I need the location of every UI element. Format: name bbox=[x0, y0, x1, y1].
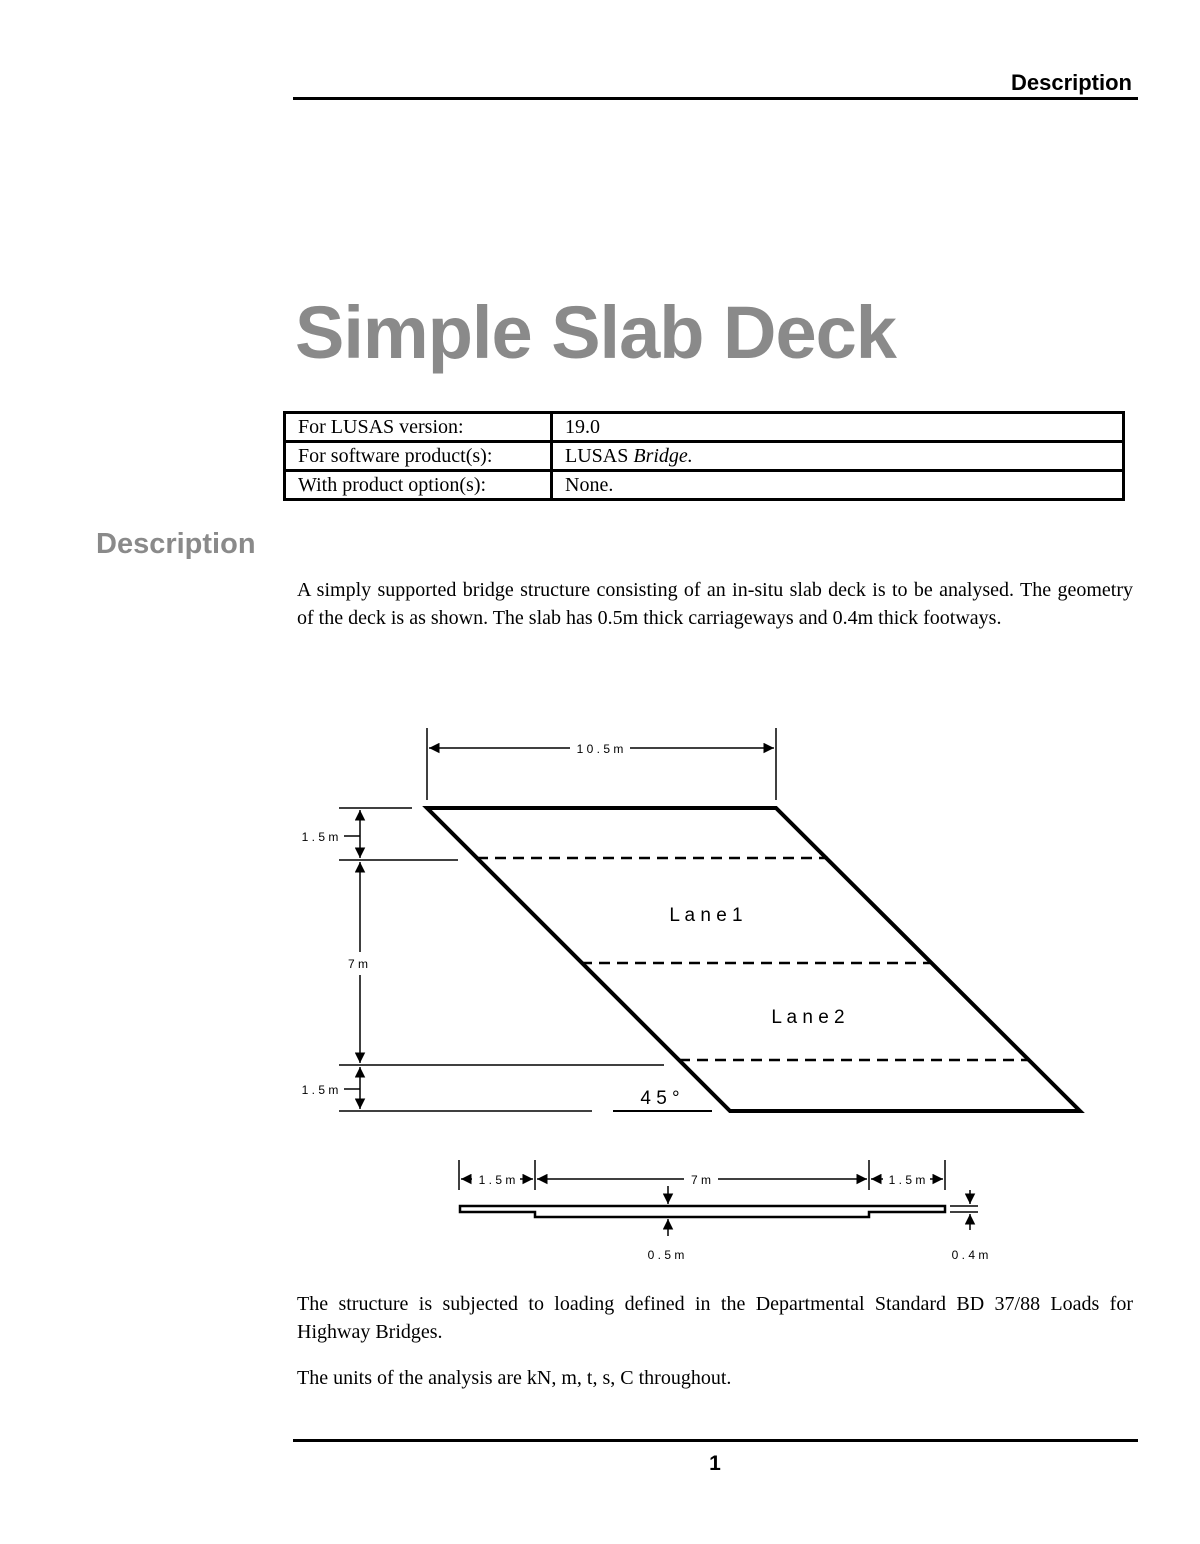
carriageway-width-label: 7 m bbox=[347, 957, 369, 971]
description-paragraph: A simply supported bridge structure consisting of an in-situ slab deck is to be analysed. The geometry of the deck is as shown. The slab has 0.5m thick carriageways and 0.4m thick footways. bbox=[297, 579, 1133, 629]
page-number: 1 bbox=[709, 1452, 721, 1475]
product-name-italic: Bridge. bbox=[633, 445, 693, 467]
table-key: For software product(s): bbox=[285, 442, 552, 471]
carriageway-depth-label: 0 . 5 m bbox=[647, 1248, 685, 1262]
section-footway-left-label: 1 . 5 m bbox=[478, 1173, 516, 1187]
footway-bottom-label: 1 . 5 m bbox=[301, 1083, 339, 1097]
vertical-dimensions bbox=[339, 808, 664, 1111]
table-value-text: LUSAS bbox=[565, 445, 634, 467]
width-dimension bbox=[427, 728, 776, 800]
section-carriageway-label: 7 m bbox=[690, 1173, 712, 1187]
width-label: 1 0 . 5 m bbox=[576, 742, 624, 756]
footway-top-label: 1 . 5 m bbox=[301, 830, 339, 844]
footer-rule bbox=[293, 1439, 1138, 1442]
table-key: With product option(s): bbox=[285, 471, 552, 500]
document-title: Simple Slab Deck bbox=[295, 291, 896, 374]
section-footway-right-label: 1 . 5 m bbox=[888, 1173, 926, 1187]
table-value-text: None. bbox=[565, 474, 614, 496]
section-heading: Description bbox=[96, 528, 256, 560]
table-value-text: 19.0 bbox=[565, 416, 600, 438]
units-paragraph: The units of the analysis are kN, m, t, s, C throughout. bbox=[297, 1367, 732, 1389]
running-header: Description bbox=[1010, 70, 1132, 95]
footway-depth-label: 0 . 4 m bbox=[951, 1248, 989, 1262]
skew-angle-label: 4 5 ° bbox=[640, 1088, 680, 1109]
table-key: For LUSAS version: bbox=[285, 413, 552, 442]
slab-cross-section bbox=[460, 1206, 945, 1217]
lane1-label: L a n e 1 bbox=[669, 905, 743, 926]
lane2-label: L a n e 2 bbox=[771, 1007, 845, 1028]
loading-paragraph: The structure is subjected to loading defined in the Departmental Standard BD 37/88 Loads for Highway Bridges. bbox=[297, 1293, 1133, 1343]
